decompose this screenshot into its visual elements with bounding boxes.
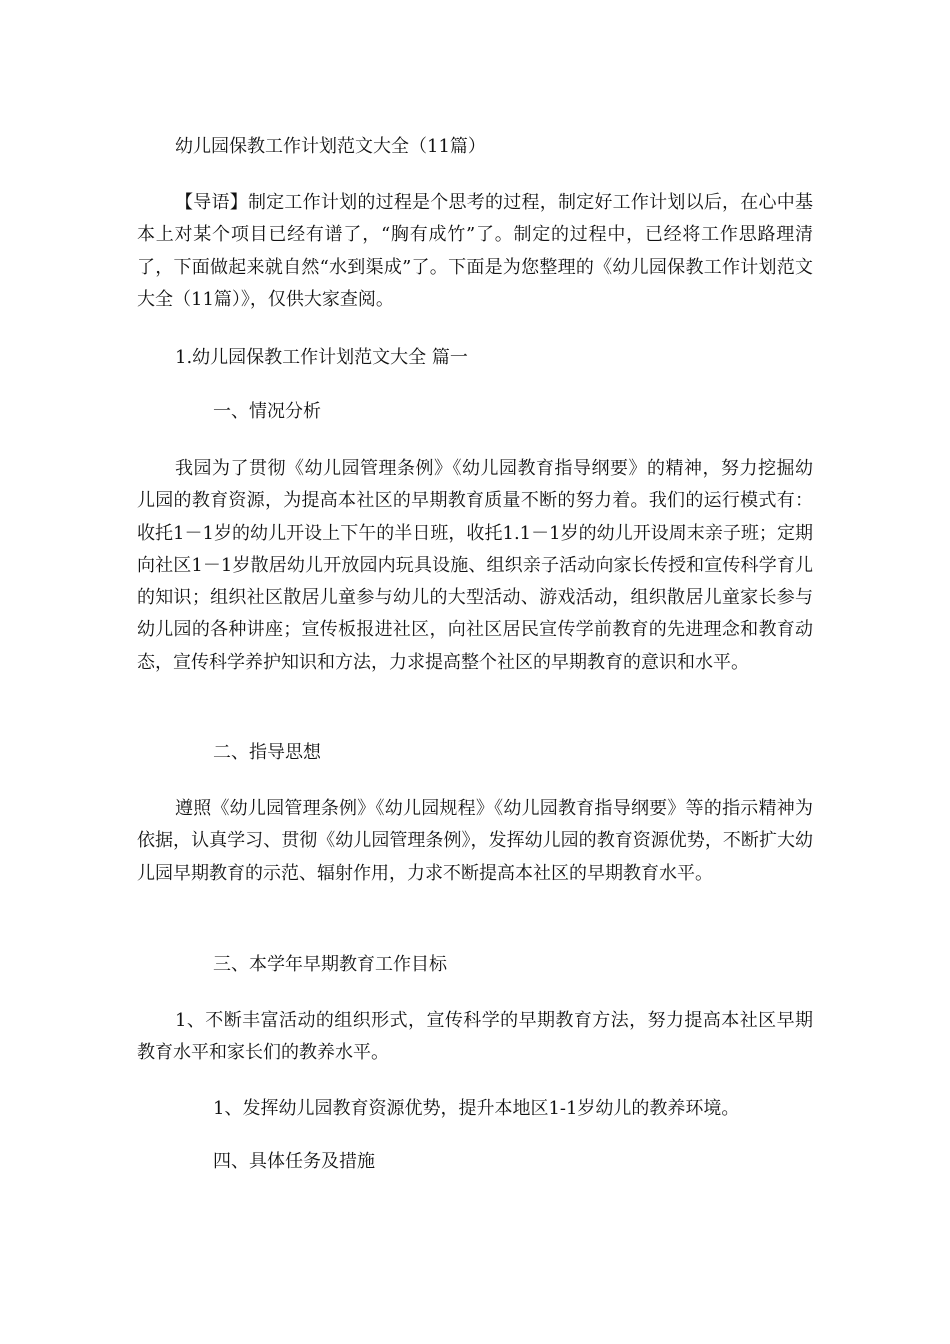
paragraph-situation-analysis: 我园为了贯彻《幼儿园管理条例》《幼儿园教育指导纲要》的精神，努力挖掘幼儿园的教育资源，为提高本社区的早期教育质量不断的努力着。我们的运行模式有：收托1－1岁的幼儿开设上下午的半日班，收托1.1－1岁的幼儿开设周末亲子班；定期向社区1－1岁散居幼儿开放园内玩具设施、组织亲子活动向家长传授和宣传科学育儿的知识；组织社区散居儿童参与幼儿的大型活动、游戏活动，组织散居儿童家长参与幼儿园的各种讲座；宣传板报进社区，向社区居民宣传学前教育的先进理念和教育动态，宣传科学养护知识和方法，力求提高整个社区的早期教育的意识和水平。 — [137, 458, 813, 673]
paragraph-guiding-ideology: 遵照《幼儿园管理条例》《幼儿园规程》《幼儿园教育指导纲要》等的指示精神为依据，认真学习、贯彻《幼儿园管理条例》，发挥幼儿园的教育资源优势，不断扩大幼儿园早期教育的示范、辐射作用，力求不断提高本社区的早期教育水平。 — [137, 798, 813, 884]
paragraph-goal-1: 1、不断丰富活动的组织形式，宣传科学的早期教育方法，努力提高本社区早期教育水平和家长们的教养水平。 — [137, 1010, 813, 1064]
heading-guiding-ideology: 二、指导思想 — [213, 742, 321, 763]
section-heading: 1.幼儿园保教工作计划范文大全 篇一 — [175, 347, 468, 368]
heading-situation-analysis: 一、情况分析 — [213, 401, 321, 422]
document-title: 幼儿园保教工作计划范文大全（11篇） — [175, 136, 486, 157]
paragraph-goal-2: 1、发挥幼儿园教育资源优势，提升本地区1-1岁幼儿的教养环境。 — [213, 1098, 740, 1119]
intro-paragraph: 【导语】制定工作计划的过程是个思考的过程，制定好工作计划以后，在心中基本上对某个项目已经有谱了，“胸有成竹”了。制定的过程中，已经将工作思路理清了，下面做起来就自然“水到渠成”了。下面是为您整理的《幼儿园保教工作计划范文大全（11篇）》，仅供大家查阅。 — [137, 192, 813, 310]
heading-work-goals: 三、本学年早期教育工作目标 — [213, 954, 447, 975]
heading-tasks-measures: 四、具体任务及措施 — [213, 1151, 375, 1172]
